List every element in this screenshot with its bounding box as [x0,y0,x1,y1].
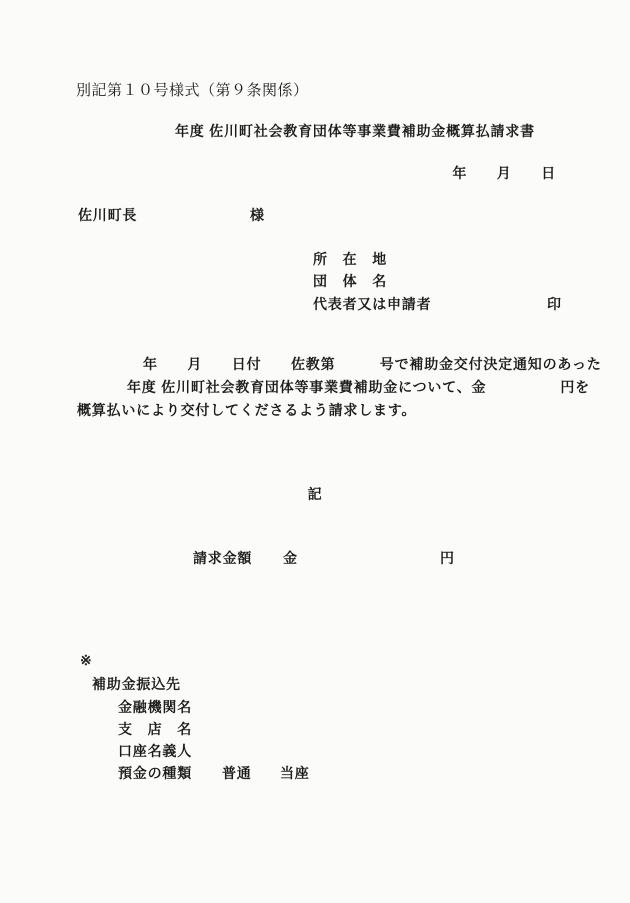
deposit-option-current: 当座 [280,765,310,781]
date-line: 年 月 日 [452,165,556,181]
deposit-type-label: 預金の種類 [118,765,192,781]
transfer-destination-heading: 補助金振込先 [92,676,181,692]
body-text-line-3: 概算払いにより交付してくださるよう請求します。 [77,402,417,418]
applicant-representative-label: 代表者又は申請者 [313,296,432,312]
document-title: 年度 佐川町社会教育団体等事業費補助金概算払請求書 [175,123,535,139]
currency-prefix: 金 [283,550,298,566]
claim-amount-label: 請求金額 [193,550,253,566]
financial-institution-label: 金融機関名 [118,699,192,715]
applicant-group-name-label: 団 体 名 [313,273,387,289]
addressee-honorific: 様 [250,207,265,223]
body-text-line-2: 年度 佐川町社会教育団体等事業費補助金について、金 円を [127,379,590,395]
applicant-address-label: 所 在 地 [313,251,387,267]
section-mark-ki: 記 [307,486,323,502]
body-text-line-1: 年 月 日付 佐教第 号で補助金交付決定通知のあった [143,356,602,372]
branch-name-label: 支 店 名 [118,721,192,737]
addressee-name: 佐川町長 [78,207,138,223]
note-asterisk-mark: ※ [80,652,93,668]
form-number: 別記第１０号様式（第９条関係） [76,83,309,99]
account-holder-label: 口座名義人 [118,743,192,759]
seal-placeholder: 印 [547,296,562,312]
deposit-option-ordinary: 普通 [222,765,252,781]
currency-suffix: 円 [440,550,455,566]
